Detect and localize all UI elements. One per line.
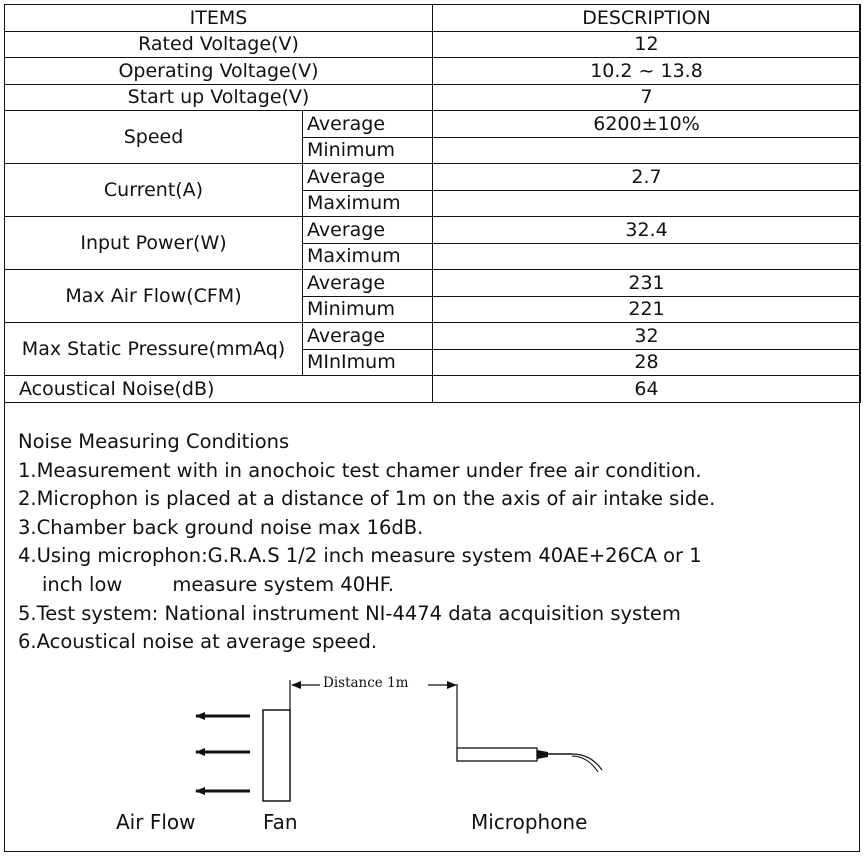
table-row <box>5 323 861 350</box>
air-flow-sub-minimum: Minimum <box>303 296 433 323</box>
note-item-6: 6.Acoustical noise at average speed. <box>18 630 378 654</box>
table-row <box>5 31 861 58</box>
rated-voltage-value: 12 <box>433 31 861 58</box>
operating-voltage-label: Operating Voltage(V) <box>5 58 433 85</box>
operating-voltage-value: 10.2 ~ 13.8 <box>433 58 861 85</box>
table-row <box>5 111 861 138</box>
input-power-sub-average: Average <box>303 217 433 244</box>
notes-title: Noise Measuring Conditions <box>18 430 290 453</box>
speed-average-value: 6200±10% <box>433 111 861 138</box>
measurement-diagram <box>0 668 866 848</box>
note-item-3: 3.Chamber back ground noise max 16dB. <box>18 515 424 539</box>
static-pressure-label: Max Static Pressure(mmAq) <box>5 323 303 376</box>
table-row <box>5 58 861 85</box>
input-power-average-value: 32.4 <box>433 217 861 244</box>
input-power-sub-maximum: Maximum <box>303 243 433 270</box>
speed-sub-average: Average <box>303 111 433 138</box>
current-average-value: 2.7 <box>433 164 861 191</box>
input-power-label: Input Power(W) <box>5 217 303 270</box>
note-item-4-continued <box>18 571 715 600</box>
table-header-row <box>5 5 861 32</box>
static-pressure-minimum-value: 28 <box>433 349 861 376</box>
speed-minimum-value <box>433 137 861 164</box>
table-row <box>5 270 861 297</box>
noise-value: 64 <box>433 376 861 403</box>
spec-table <box>4 4 861 403</box>
air-flow-label: Max Air Flow(CFM) <box>5 270 303 323</box>
air-flow-sub-average: Average <box>303 270 433 297</box>
current-sub-maximum: Maximum <box>303 190 433 217</box>
noise-label: Acoustical Noise(dB) <box>5 376 433 403</box>
note-item-4: 4.Using microphon:G.R.A.S 1/2 inch measure system 40AE+26CA or 1 <box>18 544 702 568</box>
air-flow-minimum-value: 221 <box>433 296 861 323</box>
current-sub-average: Average <box>303 164 433 191</box>
fan-icon <box>263 710 290 801</box>
startup-voltage-value: 7 <box>433 84 861 111</box>
note-item-4-part2: measure system 40HF. <box>172 572 395 596</box>
startup-voltage-label: Start up Voltage(V) <box>5 84 433 111</box>
table-row <box>5 164 861 191</box>
microphone-label: Microphone <box>471 810 588 834</box>
air-flow-average-value: 231 <box>433 270 861 297</box>
microphone-icon <box>457 748 602 772</box>
table-row <box>5 84 861 111</box>
header-description: DESCRIPTION <box>433 5 861 32</box>
speed-sub-minimum: Minimum <box>303 137 433 164</box>
noise-conditions <box>18 428 715 657</box>
input-power-maximum-value <box>433 243 861 270</box>
fan-label: Fan <box>263 810 298 834</box>
static-pressure-sub-minimum: MInImum <box>303 349 433 376</box>
distance-label: Distance 1m <box>323 675 409 691</box>
rated-voltage-label: Rated Voltage(V) <box>5 31 433 58</box>
note-item-5: 5.Test system: National instrument NI-4474 data acquisition system <box>18 601 681 625</box>
table-row <box>5 376 861 403</box>
speed-label: Speed <box>5 111 303 164</box>
static-pressure-average-value: 32 <box>433 323 861 350</box>
table-row <box>5 217 861 244</box>
note-item-2: 2.Microphon is placed at a distance of 1m on the axis of air intake side. <box>18 487 716 511</box>
note-item-4-part1: inch low <box>42 572 123 596</box>
note-item-1: 1.Measurement with in anochoic test chamer under free air condition. <box>18 458 702 482</box>
static-pressure-sub-average: Average <box>303 323 433 350</box>
air-flow-label: Air Flow <box>116 810 196 834</box>
header-items: ITEMS <box>5 5 433 32</box>
current-maximum-value <box>433 190 861 217</box>
current-label: Current(A) <box>5 164 303 217</box>
